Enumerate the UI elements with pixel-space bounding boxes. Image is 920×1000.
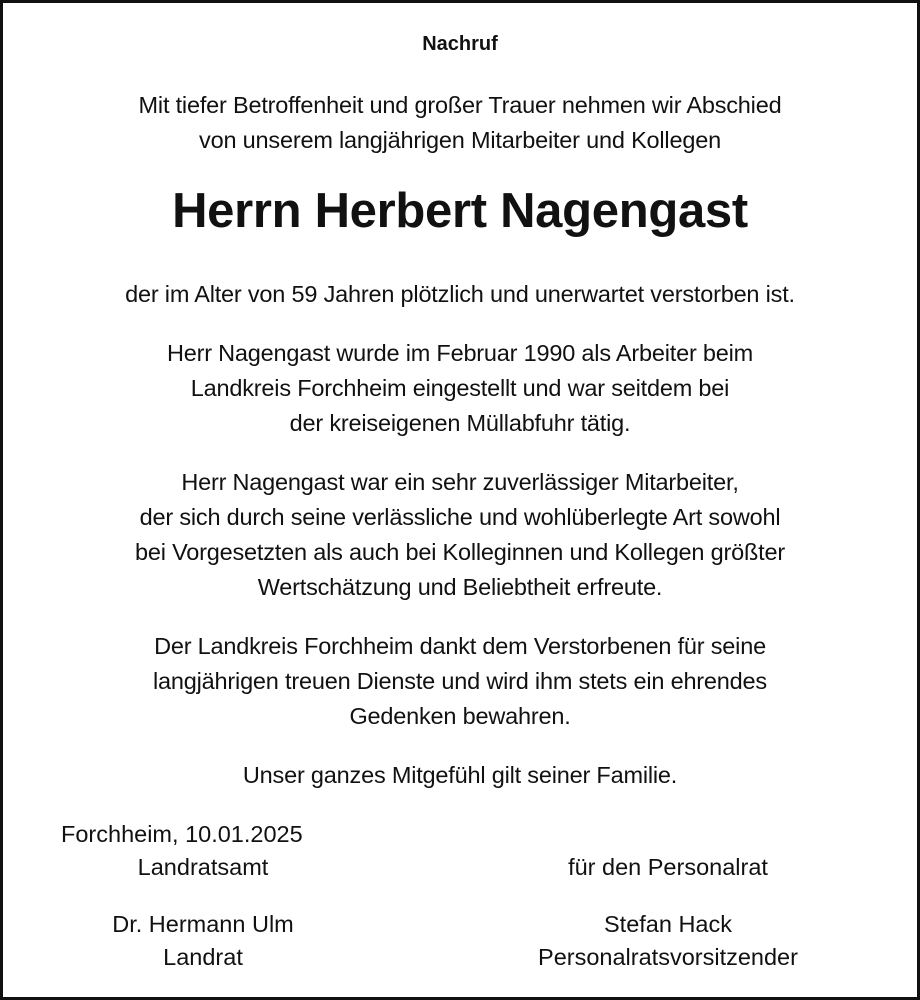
paragraph-2-line-2: der sich durch seine verlässliche und wohlüberlegte Art sowohl	[139, 504, 781, 530]
right-signature-title: Personalratsvorsitzender	[538, 944, 798, 970]
right-signature-org: für den Personalrat	[568, 854, 768, 880]
paragraph-3-line-3: Gedenken bewahren.	[349, 703, 571, 729]
paragraph-2-line-1: Herr Nagengast war ein sehr zuverlässiger Mitarbeiter,	[181, 469, 739, 495]
paragraph-4-line-1: Unser ganzes Mitgefühl gilt seiner Familie.	[242, 762, 678, 788]
paragraph-1-line-2: Landkreis Forchheim eingestellt und war seitdem bei	[190, 375, 730, 401]
age-line: der im Alter von 59 Jahren plötzlich und unerwartet verstorben ist.	[125, 281, 795, 307]
left-signature-name: Dr. Hermann Ulm	[112, 911, 294, 937]
intro-line-2: von unserem langjährigen Mitarbeiter und Kollegen	[199, 127, 721, 153]
notice-heading: Nachruf	[422, 33, 498, 55]
paragraph-3-line-1: Der Landkreis Forchheim dankt dem Verstorbenen für seine	[154, 633, 766, 659]
paragraph-2-line-3: bei Vorgesetzten als auch bei Kolleginnen und Kollegen größter	[135, 539, 785, 565]
deceased-name: Herrn Herbert Nagengast	[172, 184, 748, 238]
paragraph-1-line-1: Herr Nagengast wurde im Februar 1990 als Arbeiter beim	[166, 340, 754, 366]
intro-line-1: Mit tiefer Betroffenheit und großer Trauer nehmen wir Abschied	[138, 92, 782, 118]
paragraph-2-line-4: Wertschätzung und Beliebtheit erfreute.	[257, 574, 663, 600]
right-signature-name: Stefan Hack	[603, 911, 732, 937]
place-date: Forchheim, 10.01.2025	[61, 821, 303, 847]
paragraph-1-line-3: der kreiseigenen Müllabfuhr tätig.	[289, 410, 631, 436]
left-signature-org: Landratsamt	[137, 854, 269, 880]
paragraph-3-line-2: langjährigen treuen Dienste und wird ihm stets ein ehrendes	[153, 668, 767, 694]
left-signature-title: Landrat	[163, 944, 243, 970]
